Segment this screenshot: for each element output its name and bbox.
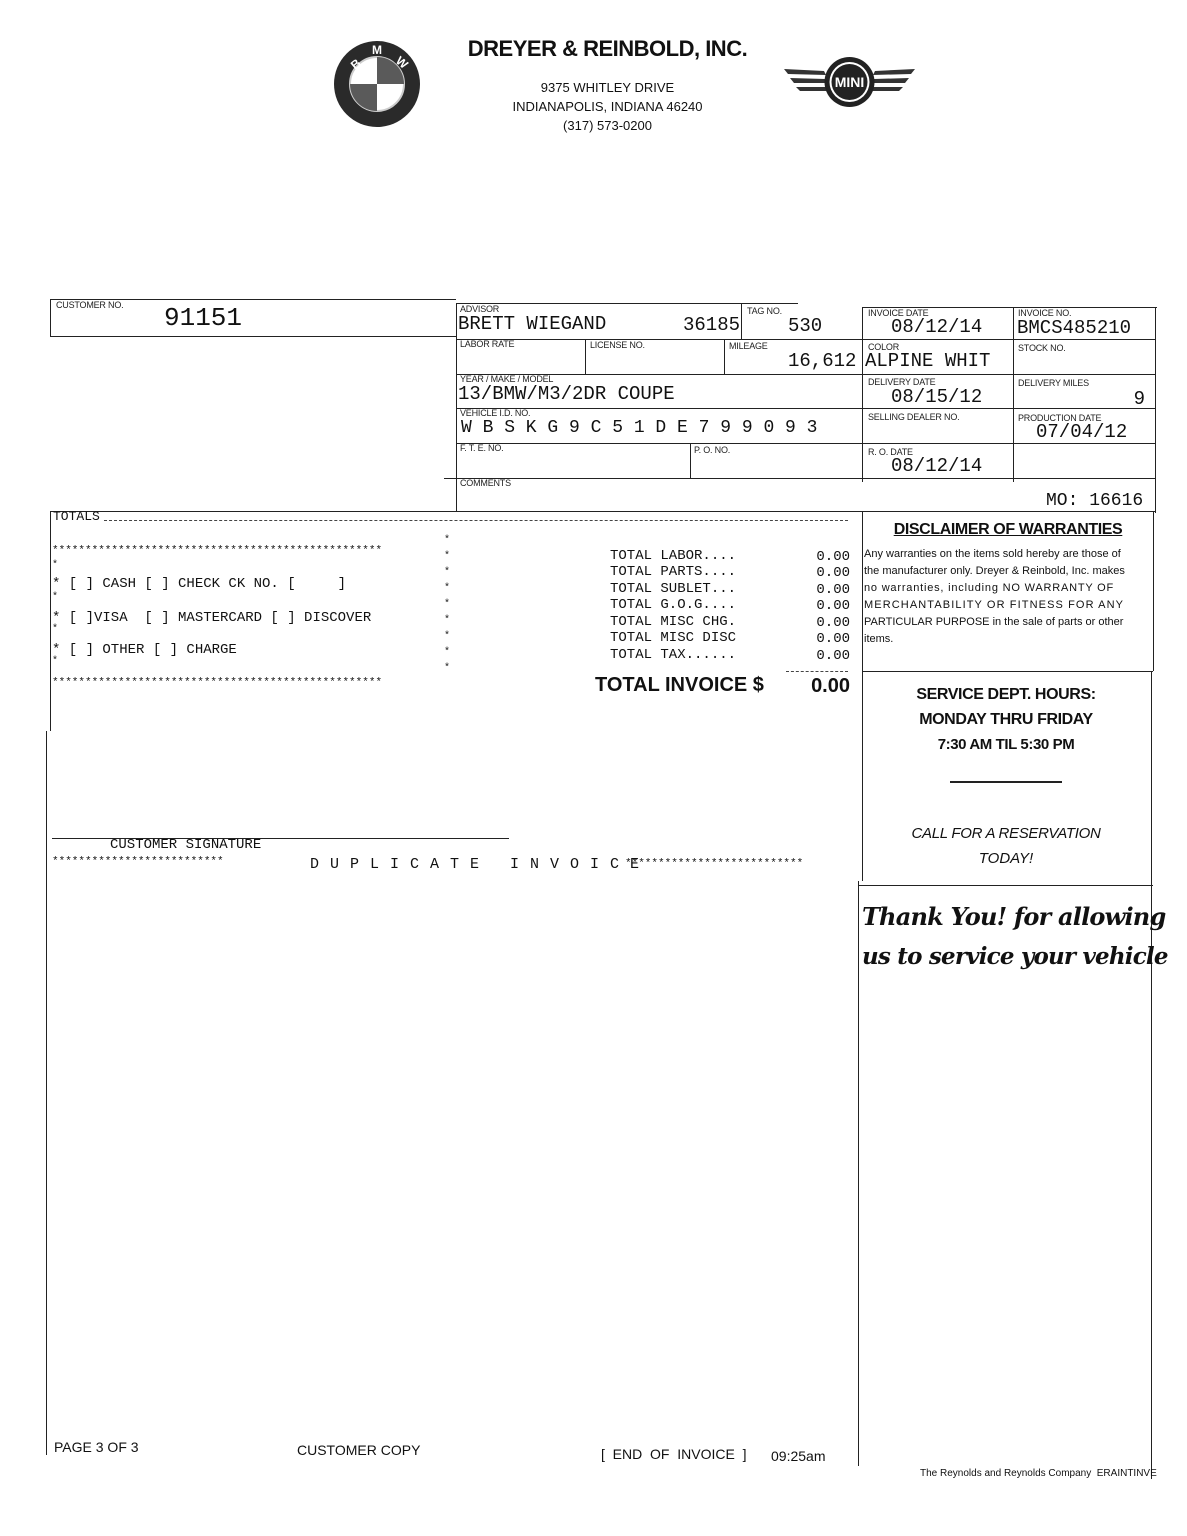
hours-title: SERVICE DEPT. HOURS: [916, 686, 1096, 703]
fte-no-label: F. T. E. NO. [460, 443, 504, 453]
invoice-date-value: 08/12/14 [891, 316, 983, 338]
ymm-label: YEAR / MAKE / MODEL [460, 374, 554, 384]
ro-date-label: R. O. DATE [868, 447, 913, 457]
tag-no-label: TAG NO. [747, 306, 782, 316]
invoice-date-label: INVOICE DATE [868, 308, 929, 318]
license-no-label: LICENSE NO. [590, 340, 645, 350]
total-sublet-value: 0.00 [816, 582, 850, 598]
payment-box-edges: * * * * [52, 560, 59, 667]
svg-text:B: B [347, 55, 364, 73]
labor-rate-label: LABOR RATE [460, 339, 515, 349]
mileage-label: MILEAGE [729, 341, 768, 351]
total-misc-chg-label: TOTAL MISC CHG. [610, 614, 737, 630]
total-misc-chg-value: 0.00 [816, 615, 850, 631]
disclaimer-title: DISCLAIMER OF WARRANTIES [893, 521, 1123, 538]
disclaimer-line4: MERCHANTABILITY OR FITNESS FOR ANY [864, 599, 1125, 611]
totals-header: TOTALS [53, 509, 100, 524]
disclaimer-line5: PARTICULAR PURPOSE in the sale of parts or other [864, 616, 1124, 628]
total-parts-label: TOTAL PARTS.... [610, 564, 737, 580]
bmw-logo [333, 40, 421, 128]
customer-no-label: CUSTOMER NO. [56, 300, 124, 310]
signature-stars-left: ************************** [52, 856, 224, 868]
reynolds-footer: The Reynolds and Reynolds Company ERAINTINVE [920, 1468, 1157, 1479]
payment-line-cards: * [ ]VISA [ ] MASTERCARD [ ] DISCOVER [52, 610, 372, 626]
total-tax-label: TOTAL TAX...... [610, 647, 737, 663]
disclaimer-line6: items. [864, 633, 894, 645]
delivery-miles-value: 9 [1133, 388, 1145, 410]
company-address-line1: 9375 WHITLEY DRIVE [540, 80, 675, 95]
disclaimer-line1: Any warranties on the items sold hereby are those of [864, 548, 1121, 560]
color-label: COLOR [868, 342, 900, 352]
end-of-invoice: [ END OF INVOICE ] [601, 1446, 747, 1462]
customer-no-value: 91151 [164, 303, 243, 333]
payment-box-edges-right: * * * * * * * * * [444, 535, 451, 674]
hours-days: MONDAY THRU FRIDAY [919, 711, 1093, 728]
mileage-value: 16,612 [788, 350, 857, 372]
invoice-no-value: BMCS485210 [1017, 317, 1132, 339]
production-date-value: 07/04/12 [1036, 421, 1128, 443]
payment-stars-bottom: ************************************************** [52, 677, 383, 689]
thank-you-line1: Thank You! for allowing [862, 902, 1166, 931]
total-labor-label: TOTAL LABOR.... [610, 548, 737, 564]
tag-no-value: 530 [788, 315, 823, 337]
color-value: ALPINE WHIT [865, 350, 991, 372]
disclaimer-line3: no warranties, including NO WARRANTY OF [864, 582, 1115, 594]
duplicate-invoice-text: D U P L I C A T E I N V O I C E [310, 856, 641, 873]
signature-stars-right: *************************** [625, 858, 804, 870]
advisor-label: ADVISOR [460, 304, 500, 314]
print-time: 09:25am [771, 1448, 826, 1464]
delivery-date-label: DELIVERY DATE [868, 377, 936, 387]
call-today: TODAY! [978, 850, 1034, 867]
ro-date-value: 08/12/14 [891, 455, 983, 477]
production-date-label: PRODUCTION DATE [1018, 413, 1102, 423]
invoice-no-label: INVOICE NO. [1018, 308, 1072, 318]
payment-line-cash: * [ ] CASH [ ] CHECK CK NO. [ ] [52, 576, 347, 592]
svg-text:W: W [393, 53, 411, 72]
po-no-label: P. O. NO. [694, 445, 731, 455]
payment-line-other: * [ ] OTHER [ ] CHARGE [52, 642, 237, 658]
total-sublet-label: TOTAL SUBLET... [610, 581, 737, 597]
total-labor-value: 0.00 [816, 549, 850, 565]
company-phone: (317) 573-0200 [563, 118, 652, 133]
page-number: PAGE 3 OF 3 [54, 1439, 139, 1455]
total-tax-value: 0.00 [816, 648, 850, 664]
total-gog-value: 0.00 [816, 598, 850, 614]
company-name: DREYER & REINBOLD, INC. [467, 36, 748, 61]
disclaimer-line2: the manufacturer only. Dreyer & Reinbold, Inc. makes [864, 565, 1125, 577]
total-invoice-label: TOTAL INVOICE $ [595, 674, 764, 696]
total-misc-disc-label: TOTAL MISC DISC [610, 630, 737, 646]
advisor-number: 36185 [683, 314, 741, 336]
total-parts-value: 0.00 [816, 565, 850, 581]
selling-dealer-label: SELLING DEALER NO. [868, 412, 960, 422]
call-reservation: CALL FOR A RESERVATION [911, 825, 1101, 842]
payment-stars-top: ************************************************** [52, 545, 383, 557]
total-invoice-value: 0.00 [811, 675, 850, 697]
ymm-value: 13/BMW/M3/2DR COUPE [458, 383, 675, 405]
delivery-date-value: 08/15/12 [891, 386, 983, 408]
comments-label: COMMENTS [460, 478, 511, 488]
vin-value: W B S K G 9 C 5 1 D E 7 9 9 0 9 3 [461, 418, 818, 438]
total-misc-disc-value: 0.00 [816, 631, 850, 647]
mini-logo [782, 55, 917, 111]
company-address-line2: INDIANAPOLIS, INDIANA 46240 [512, 99, 703, 114]
svg-text:M: M [372, 43, 382, 57]
customer-signature-label: CUSTOMER SIGNATURE [110, 837, 262, 853]
vin-label: VEHICLE I.D. NO. [460, 408, 531, 418]
stock-no-label: STOCK NO. [1018, 343, 1066, 353]
mini-logo-text: MINI [834, 74, 865, 90]
hours-times: 7:30 AM TIL 5:30 PM [937, 736, 1075, 753]
delivery-miles-label: DELIVERY MILES [1018, 378, 1089, 388]
customer-copy: CUSTOMER COPY [297, 1442, 421, 1458]
thank-you-line2: us to service your vehicle [862, 943, 1168, 970]
advisor-value: BRETT WIEGAND [458, 313, 607, 335]
mo-number: MO: 16616 [1046, 491, 1144, 511]
total-gog-label: TOTAL G.O.G.... [610, 597, 737, 613]
